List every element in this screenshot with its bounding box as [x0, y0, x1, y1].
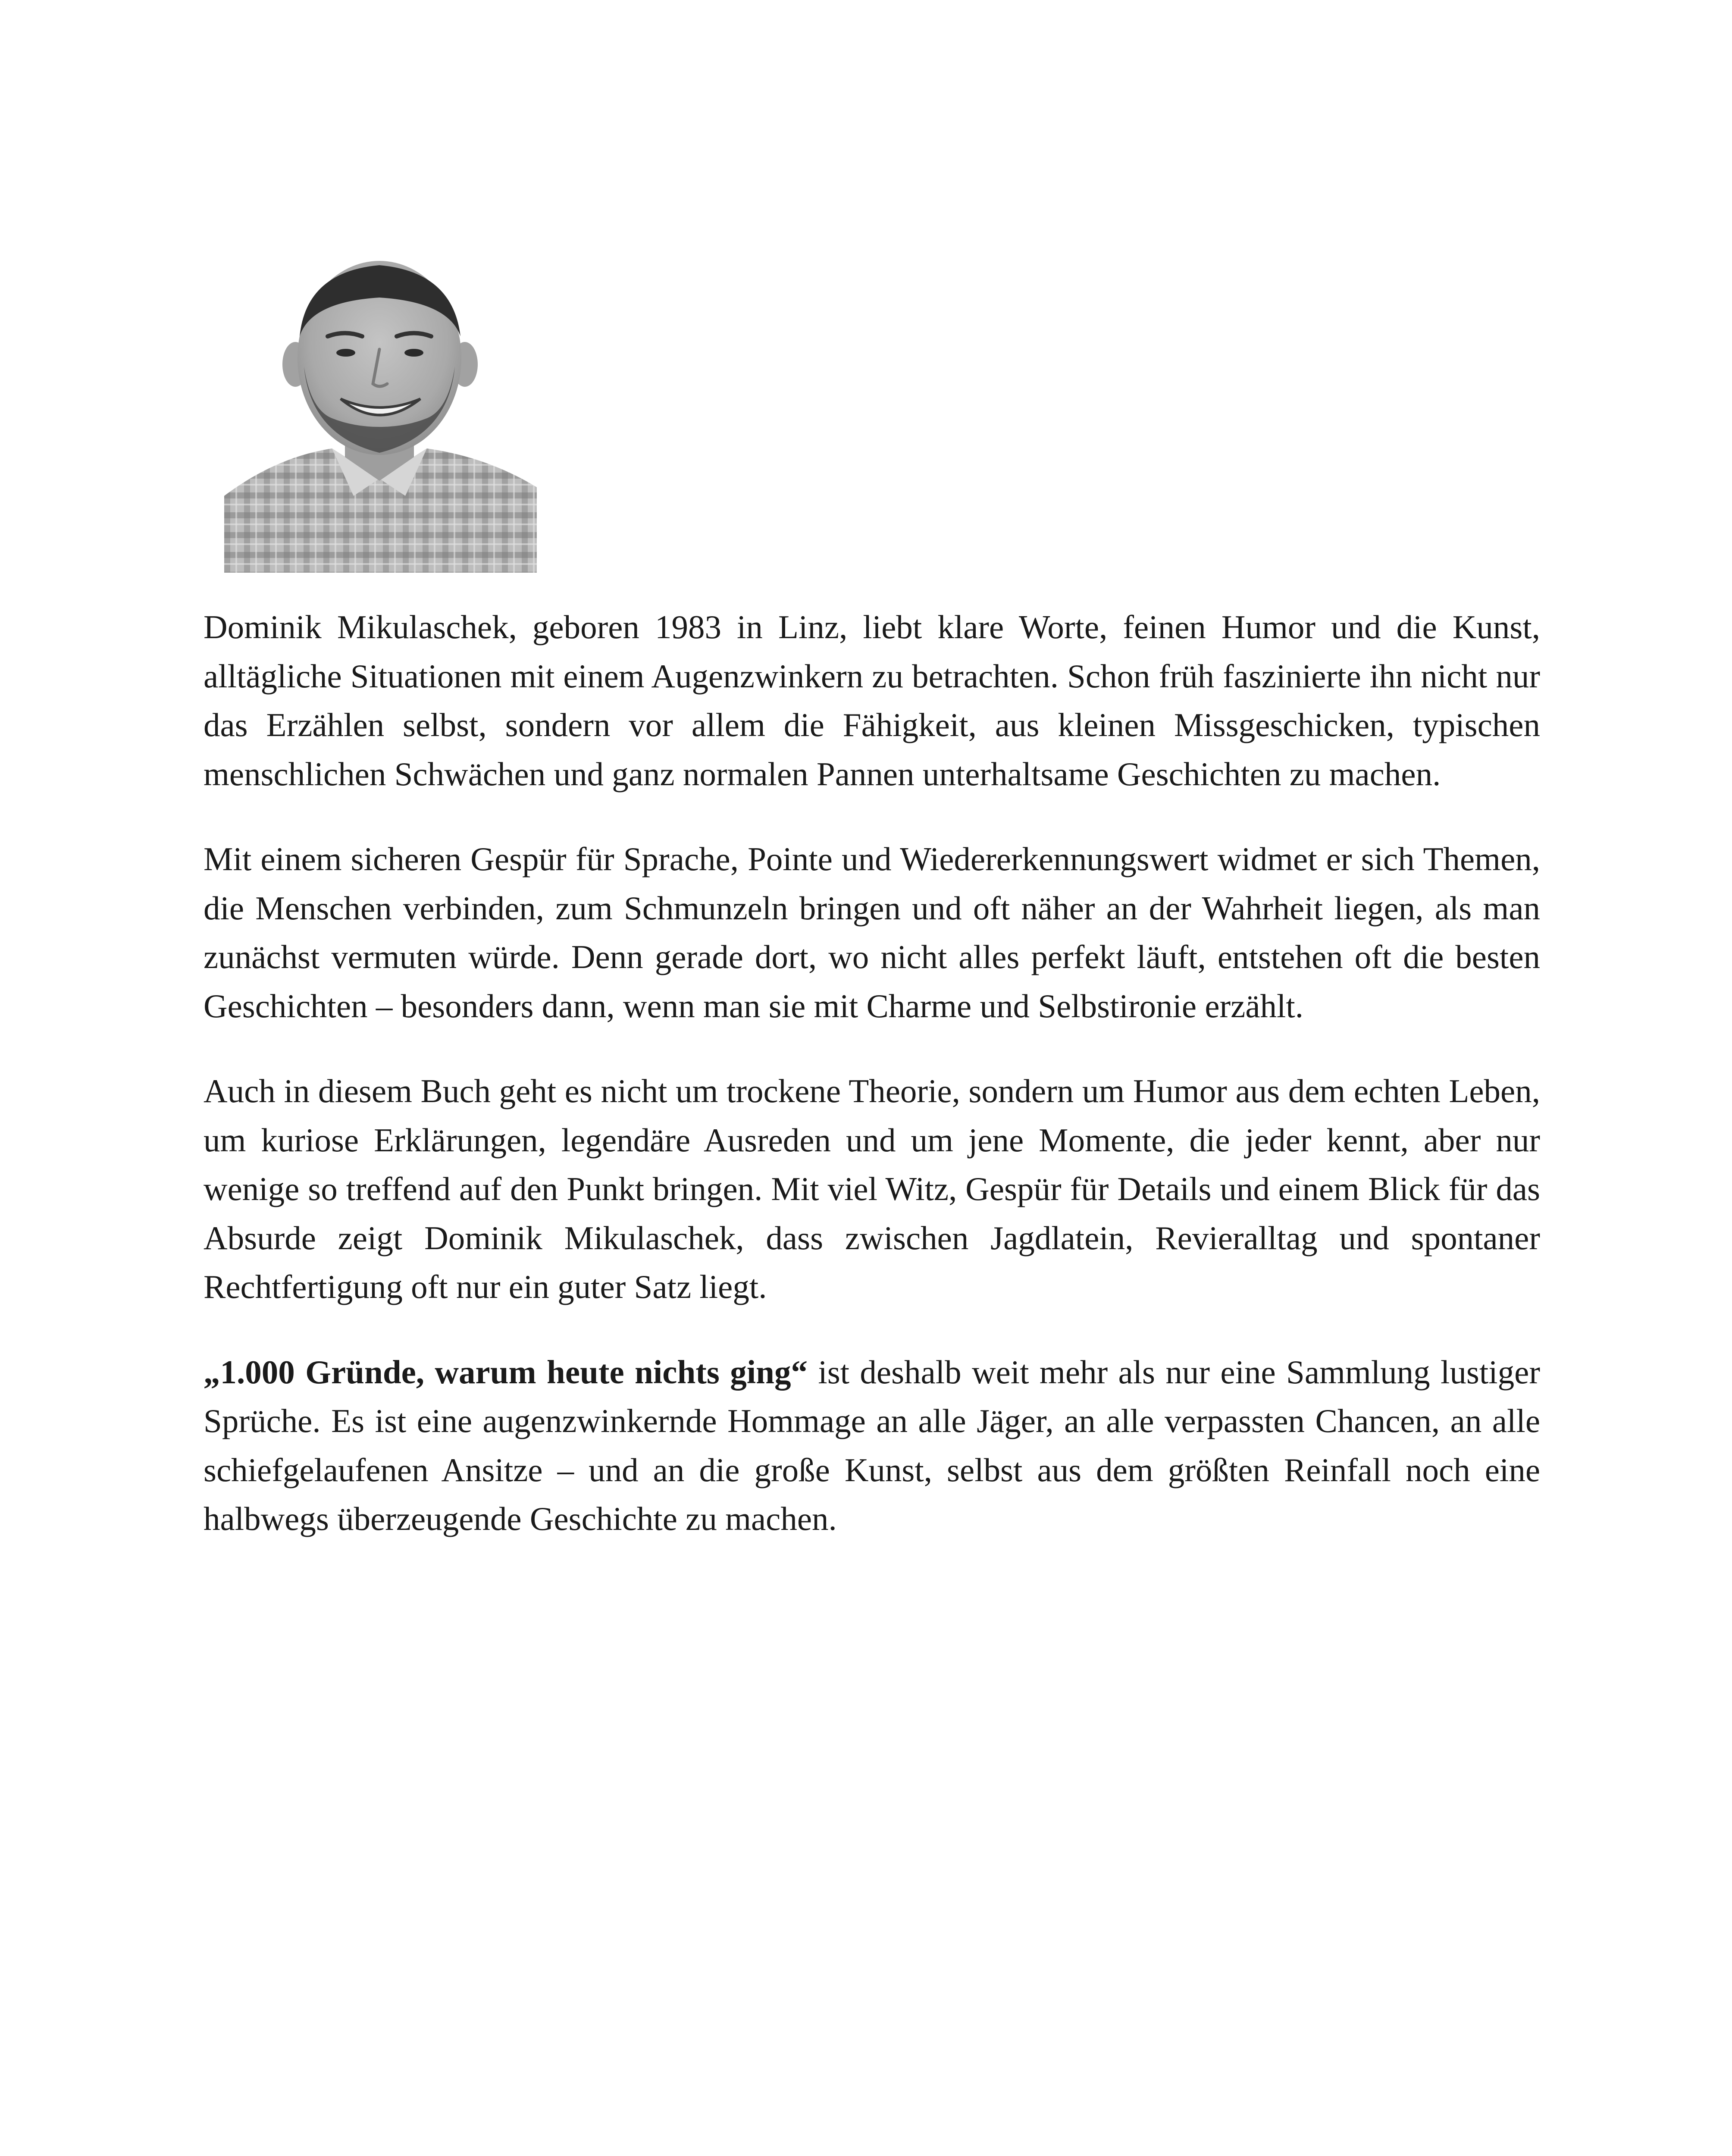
author-biography	[204, 603, 1540, 1580]
author-photo	[224, 254, 537, 573]
bio-paragraph-1: Dominik Mikulaschek, geboren 1983 in Linz, liebt klare Worte, feinen Humor und die Kunst, alltägliche Situationen mit einem Augenzwinkern zu betrachten. Schon früh faszinierte ihn nicht nur das Erzählen selbst, sondern vor allem die Fähigkeit, aus kleinen Missgeschicken, typischen menschlichen Schwächen und ganz normalen Pannen unterhaltsame Geschichten zu machen.	[204, 608, 1540, 793]
bio-paragraph-4	[204, 1348, 1540, 1544]
bio-paragraph-4-text: ist deshalb weit mehr als nur eine Sammlung lustiger Sprüche. Es ist eine augenzwinkernde Hommage an alle Jäger, an alle verpassten Chancen, an alle schiefgelaufenen Ansitze – und an die große Kunst, selbst aus dem größten Reinfall noch eine halbwegs überzeugende Geschichte zu machen.	[204, 1353, 1540, 1537]
author-portrait-illustration	[224, 254, 537, 573]
bio-paragraph-3: Auch in diesem Buch geht es nicht um trockene Theorie, sondern um Humor aus dem echten Leben, um kuriose Erklärungen, legendäre Ausreden und um jene Momente, die jeder kennt, aber nur wenige so treffend auf den Punkt bringen. Mit viel Witz, Gespür für Details und einem Blick für das Absurde zeigt Dominik Mikulaschek, dass zwischen Jagdlatein, Revieralltag und spontaner Rechtfertigung oft nur ein guter Satz liegt.	[204, 1072, 1540, 1305]
bio-paragraph-2: Mit einem sicheren Gespür für Sprache, Pointe und Wiedererkennungswert widmet er sich Themen, die Menschen verbinden, zum Schmunzeln bringen und oft näher an der Wahrheit liegen, als man zunächst vermuten würde. Denn gerade dort, wo nicht alles perfekt läuft, entstehen oft die besten Geschichten – besonders dann, wenn man sie mit Charme und Selbstironie erzählt.	[204, 840, 1540, 1025]
book-title: „1.000 Gründe, warum heute nichts ging“	[204, 1353, 808, 1391]
